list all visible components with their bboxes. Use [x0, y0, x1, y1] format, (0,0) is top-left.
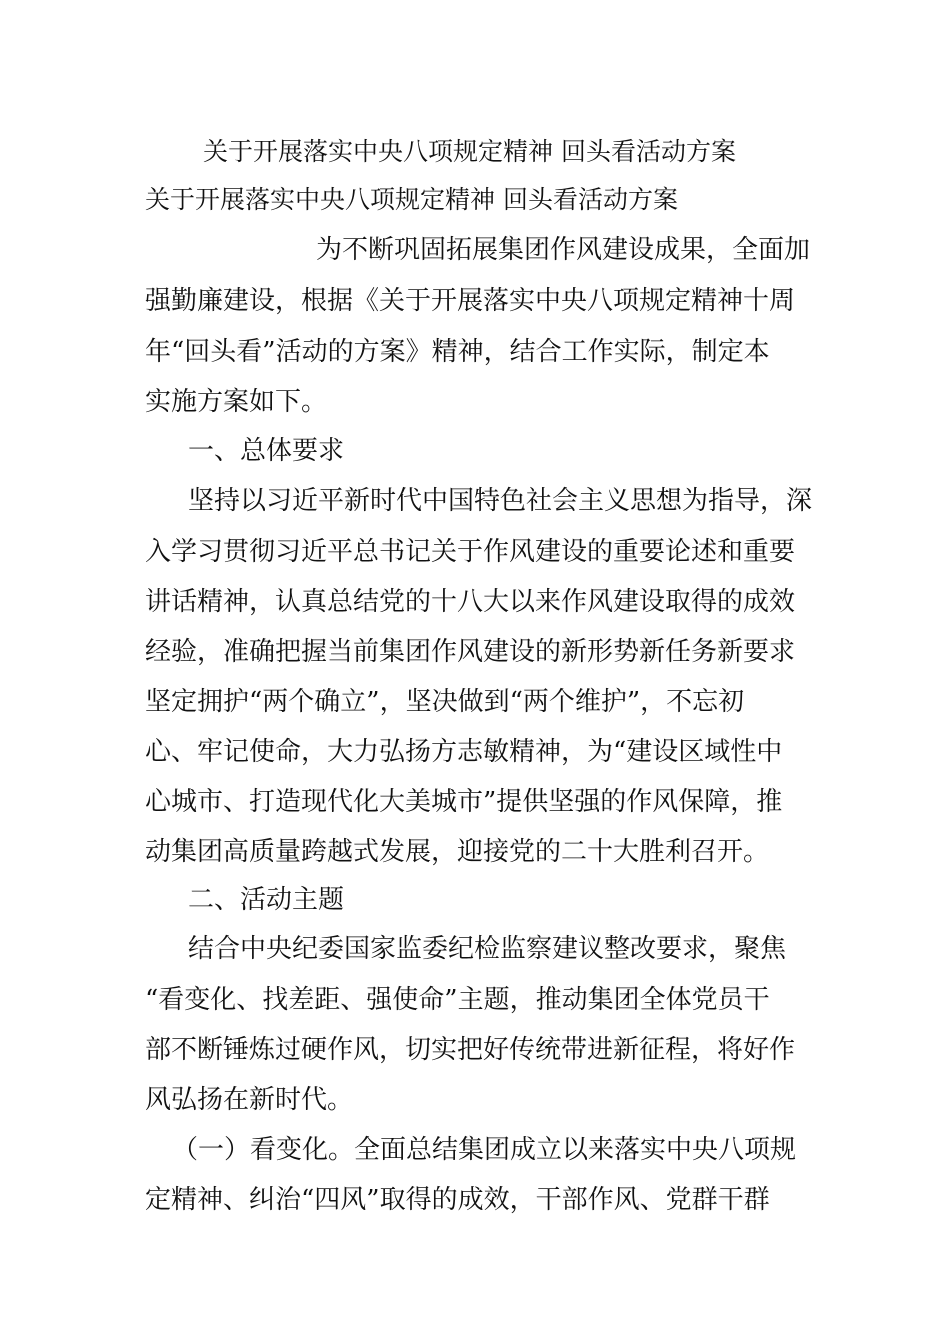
paragraph-line: 经验，准确把握当前集团作风建设的新形势新任务新要求 [145, 637, 796, 667]
section-heading: 一、总体要求 [188, 436, 345, 466]
paragraph-line: 讲话精神，认真总结党的十八大以来作风建设取得的成效 [145, 587, 796, 617]
paragraph-line: 部不断锤炼过硬作风，切实把好传统带进新征程，将好作 [145, 1035, 796, 1065]
document-title: 关于开展落实中央八项规定精神 回头看活动方案 [203, 137, 736, 166]
paragraph-line: 心城市、打造现代化大美城市”提供坚强的作风保障，推 [145, 787, 783, 817]
paragraph-line: 结合中央纪委国家监委纪检监察建议整改要求，聚焦 [188, 934, 787, 964]
paragraph-line: 入学习贯彻习近平总书记关于作风建设的重要论述和重要 [145, 537, 796, 567]
paragraph-line: “看变化、找差距、强使命”主题，推动集团全体党员干 [145, 985, 770, 1015]
paragraph-line: 坚定拥护“两个确立”，坚决做到“两个维护”，不忘初 [145, 687, 745, 717]
section-heading: 二、活动主题 [188, 885, 345, 915]
document-subtitle: 关于开展落实中央八项规定精神 回头看活动方案 [145, 185, 678, 214]
paragraph-line: 坚持以习近平新时代中国特色社会主义思想为指导，深 [188, 486, 813, 516]
paragraph-line: 实施方案如下。 [145, 387, 328, 417]
paragraph-line: （一）看变化。全面总结集团成立以来落实中央八项规 [172, 1135, 797, 1165]
paragraph-line: 定精神、纠治“四风”取得的成效，干部作风、党群干群 [145, 1185, 770, 1215]
paragraph-line: 心、牢记使命，大力弘扬方志敏精神，为“建设区域性中 [145, 737, 783, 767]
paragraph-line: 动集团高质量跨越式发展，迎接党的二十大胜利召开。 [145, 837, 770, 867]
paragraph-line: 为不断巩固拓展集团作风建设成果，全面加 [316, 235, 811, 265]
paragraph-line: 年“回头看”活动的方案》精神，结合工作实际，制定本 [145, 337, 770, 367]
paragraph-line: 风弘扬在新时代。 [145, 1085, 354, 1115]
paragraph-line: 强勤廉建设，根据《关于开展落实中央八项规定精神十周 [145, 286, 796, 316]
